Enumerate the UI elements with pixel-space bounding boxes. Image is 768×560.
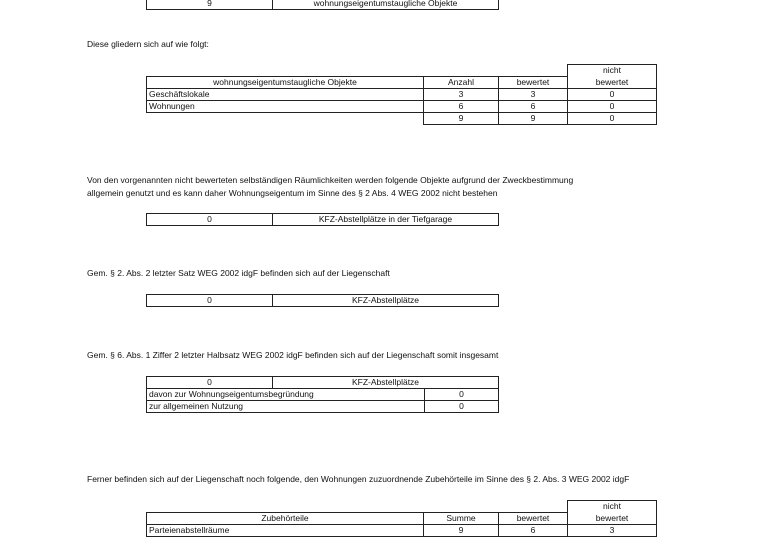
row-bewertet: 6: [499, 524, 568, 536]
header-summe: Summe: [424, 512, 499, 524]
row-label: Wohnungen: [147, 100, 424, 112]
header-bewertet2: bewertet: [568, 76, 657, 88]
table-header-row: [147, 76, 657, 88]
kfz-label: KFZ-Abstellplätze: [273, 295, 499, 307]
row-anzahl: 6: [424, 100, 499, 112]
para5-text: Ferner befinden sich auf der Liegenschaft noch folgende, den Wohnungen zuzuordnende Zubehörteile im Sinne des § 2. Abs. 3 WEG 2002 idgF: [87, 474, 630, 484]
garage-box: [146, 213, 499, 226]
table-row: [147, 524, 657, 536]
row-bewertet: 3: [499, 88, 568, 100]
row-bewertet: 9: [499, 112, 568, 124]
header-nicht: nicht: [568, 501, 657, 513]
row-label: Parteienabstellräume: [147, 524, 424, 536]
objects-table: [146, 64, 657, 125]
row-bewertet: 6: [499, 100, 568, 112]
zubehoer-table: [146, 500, 657, 537]
top-summary-box: [146, 0, 499, 10]
kfz-total-table: [146, 376, 499, 413]
row-label: davon zur Wohnungseigentumsbegründung: [147, 389, 425, 401]
row-value: 0: [425, 401, 499, 413]
header-anzahl: Anzahl: [424, 76, 499, 88]
header-bewertet: bewertet: [499, 76, 568, 88]
header-bewertet2: bewertet: [568, 512, 657, 524]
row-nicht-bewertet: 0: [568, 112, 657, 124]
table-row: [147, 389, 499, 401]
table-total-row: [147, 112, 657, 124]
table-row: [147, 401, 499, 413]
row-nicht-bewertet: 0: [568, 100, 657, 112]
header-bewertet: bewertet: [499, 512, 568, 524]
kfz-total-label: KFZ-Abstellplätze: [273, 377, 499, 389]
row-label: Geschäftslokale: [147, 88, 424, 100]
table-row: [147, 88, 657, 100]
top-label: wohnungseigentumstaugliche Objekte: [273, 0, 499, 10]
row-value: 0: [425, 389, 499, 401]
para4-text: Gem. § 6. Abs. 1 Ziffer 2 letzter Halbsatz WEG 2002 idgF befinden sich auf der Liegenschaft somit insgesamt: [87, 350, 499, 360]
garage-count: 0: [147, 214, 273, 226]
para2-line1: Von den vorgenannten nicht bewerteten selbständigen Räumlichkeiten werden folgende Objekte aufgrund der Zweckbestimmung: [87, 175, 574, 185]
header-nicht: nicht: [568, 65, 657, 77]
para2-line2: allgemein genutzt und es kann daher Wohnungseigentum im Sinne des § 2 Abs. 4 WEG 2002 nicht bestehen: [87, 188, 498, 198]
intro-text: Diese gliedern sich auf wie folgt:: [87, 39, 209, 49]
table-header-row: [147, 512, 657, 524]
para3-text: Gem. § 2. Abs. 2 letzter Satz WEG 2002 idgF befinden sich auf der Liegenschaft: [87, 268, 390, 278]
header-zubehoerteile: Zubehörteile: [147, 512, 424, 524]
row-anzahl: 3: [424, 88, 499, 100]
row-nicht-bewertet: 0: [568, 88, 657, 100]
kfz-total-count: 0: [147, 377, 273, 389]
row-summe: 9: [424, 524, 499, 536]
garage-label: KFZ-Abstellplätze in der Tiefgarage: [273, 214, 499, 226]
header-objects: wohnungseigentumstaugliche Objekte: [147, 76, 424, 88]
row-label: [147, 112, 424, 124]
row-anzahl: 9: [424, 112, 499, 124]
table-row: [147, 100, 657, 112]
top-count: 9: [147, 0, 273, 10]
kfz-box: [146, 294, 499, 307]
row-label: zur allgemeinen Nutzung: [147, 401, 425, 413]
row-nicht-bewertet: 3: [568, 524, 657, 536]
kfz-count: 0: [147, 295, 273, 307]
